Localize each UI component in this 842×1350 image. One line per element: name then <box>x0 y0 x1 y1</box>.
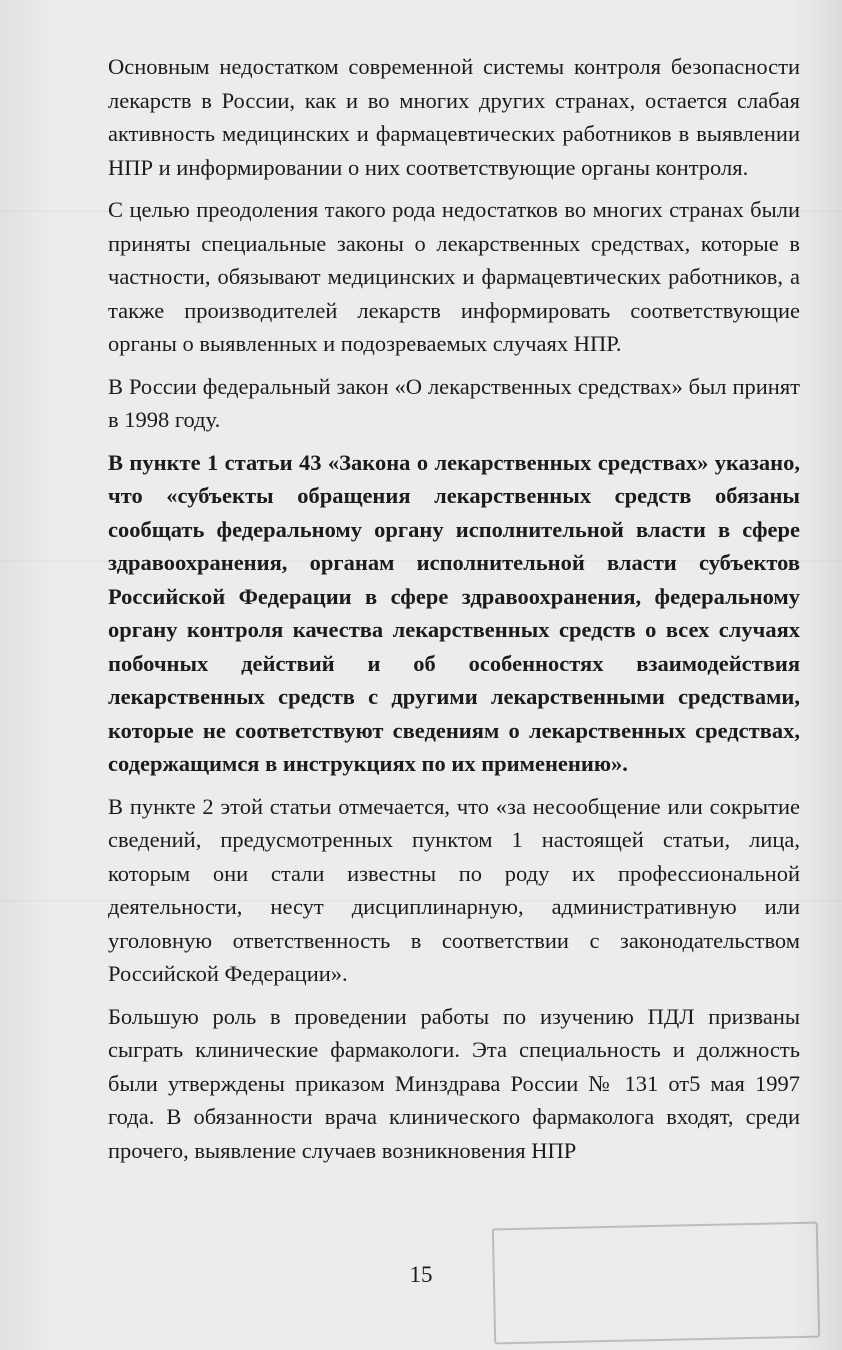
paragraph-1: Основным недостатком современной системы контроля безопасности лекарств в России, как и во многих других странах, остается слабая активность медицинских и фармацевтических работников в выявлении НПР и информировании о них соответствующие органы контроля. <box>108 54 800 180</box>
page-number: 15 <box>409 1262 433 1287</box>
paragraph-6: Большую роль в проведении работы по изучению ПДЛ призваны сыграть клинические фармакологи. Эта специальность и должность были утверждены приказом Минздрава России № 131 от5 мая 1997 года. В обязанности врача клинического фармаколога входят, среди прочего, выявление случаев возникновения НПР <box>108 1003 800 1163</box>
paragraph-3: В России федеральный закон «О лекарственных средствах» был принят в 1998 году. <box>108 373 800 432</box>
paragraph-4-law-quote: В пункте 1 статьи 43 «Закона о лекарственных средствах» указано, что «субъекты обращения лекарственных средств обязаны сообщать федеральному органу исполнительной власти в сфере здравоохранения, органам исполнительной власти субъектов Российской Федерации в сфере здравоохранения, федеральному органу контроля качества лекарственных средств о всех случаях побочных действий и об особенностях взаимодействия лекарственных средств с другими лекарственными средствами, которые не соответствуют сведениям о лекарственных средствах, содержащимся в инструкциях по их применению». <box>108 449 800 776</box>
body-text <box>108 50 800 1176</box>
paragraph-2: С целью преодоления такого рода недостатков во многих странах были приняты специальные законы о лекарственных средствах, которые в частности, обязывают медицинских и фармацевтических работников, а также производителей лекарств информировать соответствующие органы о выявленных и подозреваемых случаях НПР. <box>108 197 800 356</box>
paragraph-5: В пункте 2 этой статьи отмечается, что «за несообщение или сокрытие сведений, предусмотренных пунктом 1 настоящей статьи, лица, которым они стали известны по роду их профессиональной деятельности, несут дисциплинарную, административную или уголовную ответственность в соответствии с законодательством Российской Федерации». <box>108 793 800 986</box>
